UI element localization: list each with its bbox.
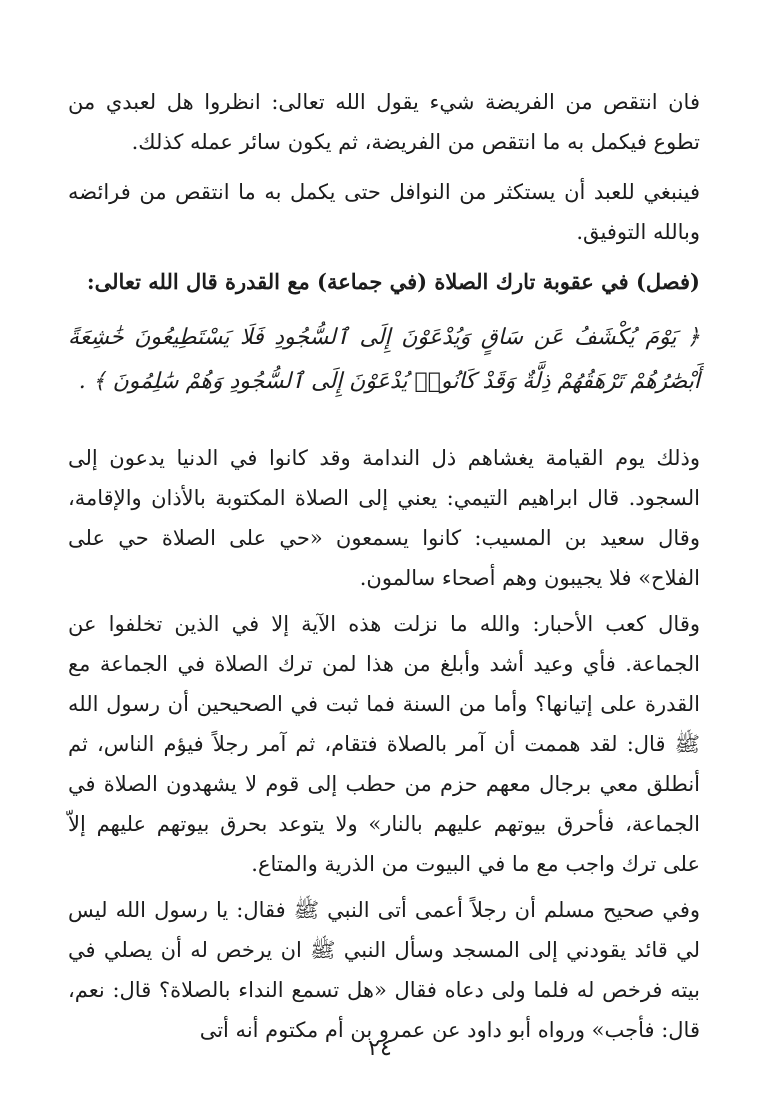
section-heading-congregation: (فصل) في عقوبة تارك الصلاة (في جماعة) مع القدرة قال الله تعالى: xyxy=(86,269,700,294)
page-body xyxy=(68,82,700,1050)
paragraph-kaab-al-ahbar: وقال كعب الأحبار: والله ما نزلت هذه الآية إلا في الذين تخلفوا عن الجماعة. فأي وعيد أشد وأبلغ من هذا لمن ترك الصلاة في الجماعة مع القدرة على إتيانها؟ وأما من السنة فما ثبت في الصحيحين أن رسول الله ﷺ قال: لقد هممت أن آمر بالصلاة فتقام، ثم آمر رجلاً فيؤم الناس، ثم أنطلق معي برجال معهم حزم من حطب إلى قوم لا يشهدون الصلاة في الجماعة، فأحرق بيوتهم عليهم بالنار» ولا يتوعد بحرق بيوتهم عليهم إلاّ على ترك واجب مع ما في البيوت من الذرية والمتاع. xyxy=(68,612,700,876)
paragraph-voluntary-prayers: فينبغي للعبد أن يستكثر من النوافل حتى يكمل به ما انتقص من فرائضه وبالله التوفيق. xyxy=(68,180,700,244)
page-number: ٢٤ xyxy=(368,1036,392,1061)
paragraph-incomplete-obligatory: فان انتقص من الفريضة شيء يقول الله تعالى: انظروا هل لعبدي من تطوع فيكمل به ما انتقص من الفريضة، ثم يكون سائر عمله كذلك. xyxy=(68,90,700,154)
paragraph-blind-man-hadith: وفي صحيح مسلم أن رجلاً أعمى أتى النبي ﷺ فقال: يا رسول الله ليس لي قائد يقودني إلى المسجد وسأل النبي ﷺ ان يرخص له أن يصلي في بيته فرخص له فلما ولى دعاه فقال «هل تسمع النداء بالصلاة؟ قال: نعم، قال: فأجب» ورواه أبو داود عن عمرو بن أم مكتوم أنه أتى xyxy=(68,898,700,1042)
paragraph-day-of-judgment: وذلك يوم القيامة يغشاهم ذل الندامة وقد كانوا في الدنيا يدعون إلى السجود. قال ابراهيم التيمي: يعني إلى الصلاة المكتوبة بالأذان والإقامة، وقال سعيد بن المسيب: كانوا يسمعون «حي على الصلاة حي على الفلاح» فلا يجيبون وهم أصحاء سالمون. xyxy=(68,446,700,590)
quran-verse: ﴿ يَوْمَ يُكْشَفُ عَن سَاقٍ وَيُدْعَوْنَ إِلَى ٱلسُّجُودِ فَلَا يَسْتَطِيعُونَ خَٰشِعَةً أَبْصَٰرُهُمْ تَرْهَقُهُمْ ذِلَّةٌ وَقَدْ كَانُوا۟ يُدْعَوْنَ إِلَى ٱلسُّجُودِ وَهُمْ سَٰلِمُونَ ﴾ . xyxy=(68,325,700,394)
